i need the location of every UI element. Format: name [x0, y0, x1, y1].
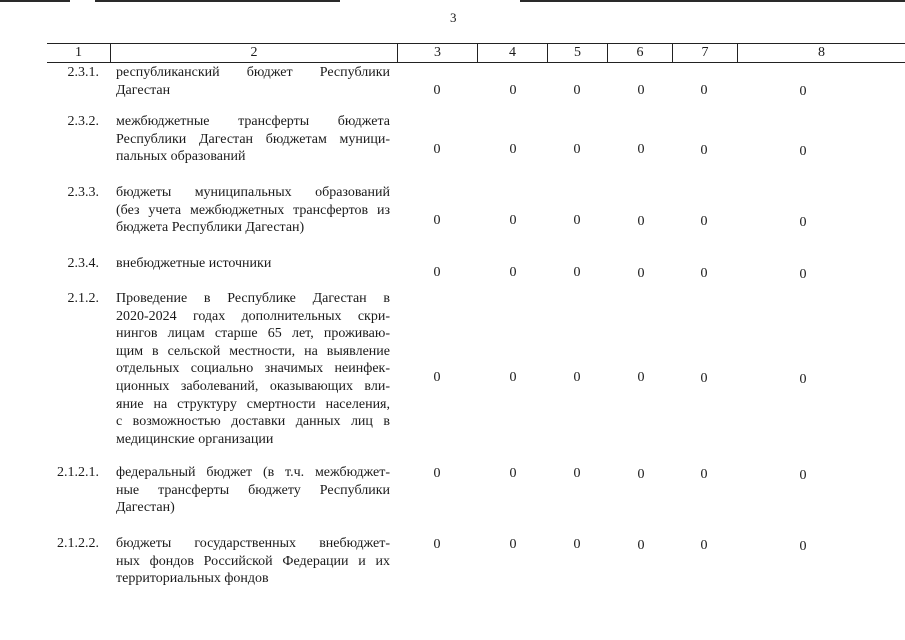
value-cell: 0	[700, 538, 708, 553]
row-number: 2.3.2.	[67, 114, 99, 129]
value-cell: 0	[700, 266, 708, 281]
row-number: 2.3.4.	[67, 256, 99, 271]
value-cell: 0	[637, 467, 645, 482]
row-description	[116, 255, 390, 273]
column-header: 8	[737, 44, 905, 62]
value-cell: 0	[573, 213, 581, 228]
column-header: 6	[607, 44, 672, 62]
value-cell: 0	[799, 468, 807, 483]
value-cell: 0	[433, 142, 441, 157]
description-line: Дагестан)	[116, 500, 175, 516]
value-cell: 0	[799, 267, 807, 282]
column-header: 7	[672, 44, 737, 62]
value-cell: 0	[700, 467, 708, 482]
description-line: (без учета межбюджетных трансфертов из	[116, 202, 390, 218]
description-line: межбюджетные трансферты бюджета	[116, 114, 390, 129]
page-number: 3	[450, 10, 457, 25]
description-line: федеральный бюджет (в т.ч. межбюджет-	[116, 465, 390, 480]
description-line: нингов лицам старше 65 лет, проживаю-	[116, 326, 390, 342]
value-cell: 0	[509, 537, 517, 552]
scan-edge-mark	[0, 0, 70, 2]
value-cell: 0	[433, 537, 441, 552]
description-line: республиканский бюджет Республики	[116, 65, 390, 80]
description-line: бюджеты муниципальных образований	[116, 185, 390, 200]
row-number: 2.3.1.	[67, 65, 99, 80]
value-cell: 0	[700, 214, 708, 229]
value-cell: 0	[573, 537, 581, 552]
value-cell: 0	[573, 265, 581, 280]
description-line: ных фондов Российской Федерации и их	[116, 553, 390, 569]
value-cell: 0	[637, 142, 645, 157]
description-line: Проведение в Республике Дагестан в	[116, 291, 390, 306]
value-cell: 0	[509, 142, 517, 157]
value-cell: 0	[433, 83, 441, 98]
value-cell: 0	[509, 265, 517, 280]
value-cell: 0	[509, 213, 517, 228]
value-cell: 0	[799, 215, 807, 230]
description-line: ционных заболеваний, оказывающих вли-	[116, 378, 390, 394]
value-cell: 0	[573, 466, 581, 481]
column-header: 1	[75, 45, 82, 60]
description-line: пальных образований	[116, 149, 246, 165]
value-cell: 0	[433, 370, 441, 385]
value-cell: 0	[700, 83, 708, 98]
value-cell: 0	[799, 372, 807, 387]
table-header-row	[47, 43, 905, 63]
description-line: щим в сельской местности, на выявление	[116, 343, 390, 359]
description-line: 2020-2024 годах дополнительных скри-	[116, 308, 390, 324]
value-cell: 0	[700, 143, 708, 158]
value-cell: 0	[509, 83, 517, 98]
description-line: Дагестан	[116, 82, 171, 98]
description-line: отдельных социально значимых неинфек-	[116, 361, 390, 377]
value-cell: 0	[573, 142, 581, 157]
scan-edge-mark	[95, 0, 340, 2]
description-line: ные трансферты бюджету Республики	[116, 482, 390, 498]
description-line: медицинские организации	[116, 431, 274, 447]
scan-edge-mark	[520, 0, 905, 2]
row-number: 2.1.2.2.	[57, 536, 99, 551]
value-cell: 0	[509, 370, 517, 385]
value-cell: 0	[433, 213, 441, 228]
column-header: 3	[397, 44, 477, 62]
value-cell: 0	[637, 214, 645, 229]
value-cell: 0	[799, 144, 807, 159]
row-number: 2.1.2.1.	[57, 465, 99, 480]
value-cell: 0	[573, 83, 581, 98]
value-cell: 0	[700, 371, 708, 386]
value-cell: 0	[637, 266, 645, 281]
description-line: Республики Дагестан бюджетам муници-	[116, 131, 390, 147]
row-description	[116, 113, 390, 166]
value-cell: 0	[433, 265, 441, 280]
description-line: яние на структуру смертности населения,	[116, 396, 390, 412]
value-cell: 0	[433, 466, 441, 481]
description-line: внебюджетные источники	[116, 256, 272, 271]
column-header: 5	[547, 44, 607, 62]
row-description	[116, 464, 390, 517]
value-cell: 0	[637, 538, 645, 553]
value-cell: 0	[637, 370, 645, 385]
description-line: с возможностью доставки данных лиц в	[116, 414, 390, 430]
description-line: бюджеты государственных внебюджет-	[116, 536, 390, 551]
column-header: 4	[477, 44, 547, 62]
row-description	[116, 290, 390, 448]
row-number: 2.3.3.	[67, 185, 99, 200]
description-line: бюджета Республики Дагестан)	[116, 220, 305, 236]
row-description	[116, 535, 390, 588]
row-description	[116, 184, 390, 237]
row-number: 2.1.2.	[67, 291, 99, 306]
value-cell: 0	[799, 539, 807, 554]
description-line: территориальных фондов	[116, 571, 269, 587]
value-cell: 0	[637, 83, 645, 98]
value-cell: 0	[799, 84, 807, 99]
row-description	[116, 64, 390, 99]
value-cell: 0	[509, 466, 517, 481]
value-cell: 0	[573, 370, 581, 385]
column-header: 2	[110, 44, 397, 62]
